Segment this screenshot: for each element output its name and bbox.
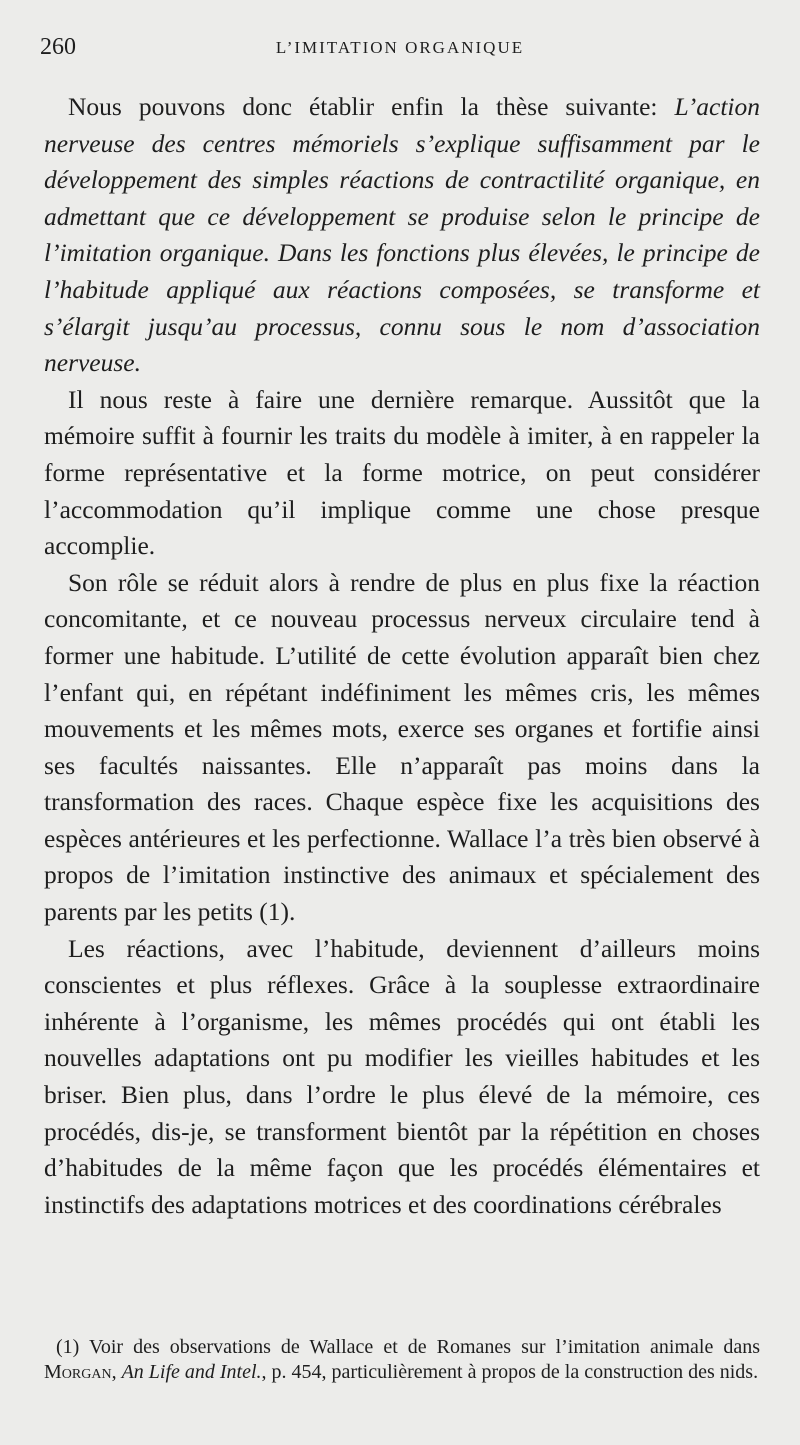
footnote-text-after: , p. 454, particulièrement à propos de la construction des nids. — [261, 1361, 759, 1383]
footnote-text-before: Voir des observations de Wallace et de Romanes sur l’imitation animale dans — [79, 1336, 760, 1358]
paragraph-remark: Il nous reste à faire une dernière remarque. Aussitôt que la mémoire suffit à fournir les traits du modèle à imiter, à en rappeler la forme représentative et la forme motrice, on peut considérer l’accommodation qu’il implique comme une chose presque accomplie. — [44, 384, 760, 561]
footnote-1 — [44, 1335, 760, 1385]
paragraph-reactions: Les réactions, avec l’habitude, deviennent d’ailleurs moins conscientes et plus réflexes. Grâce à la souplesse extraordinaire inhérente à l’organisme, les mêmes procédés qui ont établi les nouvelles adaptations ont pu modifier les vieilles habitudes et les briser. Bien plus, dans l’ordre le plus élevé de la mémoire, ces procédés, dis-je, se transforment bientôt par la répétition en choses d’habitudes de la même façon que les procédés élémentaires et instinctifs des adaptations motrices et des coordinations cérébrales — [44, 933, 760, 1219]
paragraph-habit: Son rôle se réduit alors à rendre de plus en plus fixe la réaction concomitante, et ce nouveau processus nerveux circulaire tend à former une habitude. L’utilité de cette évolution apparaît bien chez l’enfant qui, en répétant indéfiniment les mêmes cris, les mêmes mouvements et les mêmes mots, exerce ses organes et fortifie ainsi ses facultés naissantes. Elle n’apparaît pas moins dans la transformation des races. Chaque espèce fixe les acquisitions des espèces antérieures et les perfectionne. Wallace l’a très bien observé à propos de l’imitation instinctive des animaux et spécialement des parents par les petits (1). — [44, 567, 760, 927]
paragraph-thesis-lead: Nous pouvons donc établir enfin la thèse suivante: — [68, 92, 675, 121]
footnote-marker: (1) — [56, 1336, 80, 1358]
paragraph-thesis-italic: L’action nerveuse des centres mémoriels s’explique suffisamment par le développement des simples réactions de contractilité organique, en admettant que ce développement se produise selon le principe de l’imitation organique. Dans les fonctions plus élevées, le principe de l’habitude appliqué aux réactions composées, se transforme et s’élargit jusqu’au processus, connu sous le nom d’association nerveuse. — [44, 92, 760, 378]
footnote-author: Morgan — [44, 1361, 112, 1383]
footnote-separator: , — [111, 1361, 122, 1383]
body-text — [44, 89, 760, 1223]
running-head — [40, 34, 760, 62]
paragraph-thesis — [44, 89, 760, 382]
running-title: L’IMITATION ORGANIQUE — [275, 38, 525, 57]
page-number: 260 — [40, 34, 76, 60]
footnote-work-title: An Life and Intel. — [121, 1361, 262, 1383]
footnotes — [44, 1335, 760, 1385]
